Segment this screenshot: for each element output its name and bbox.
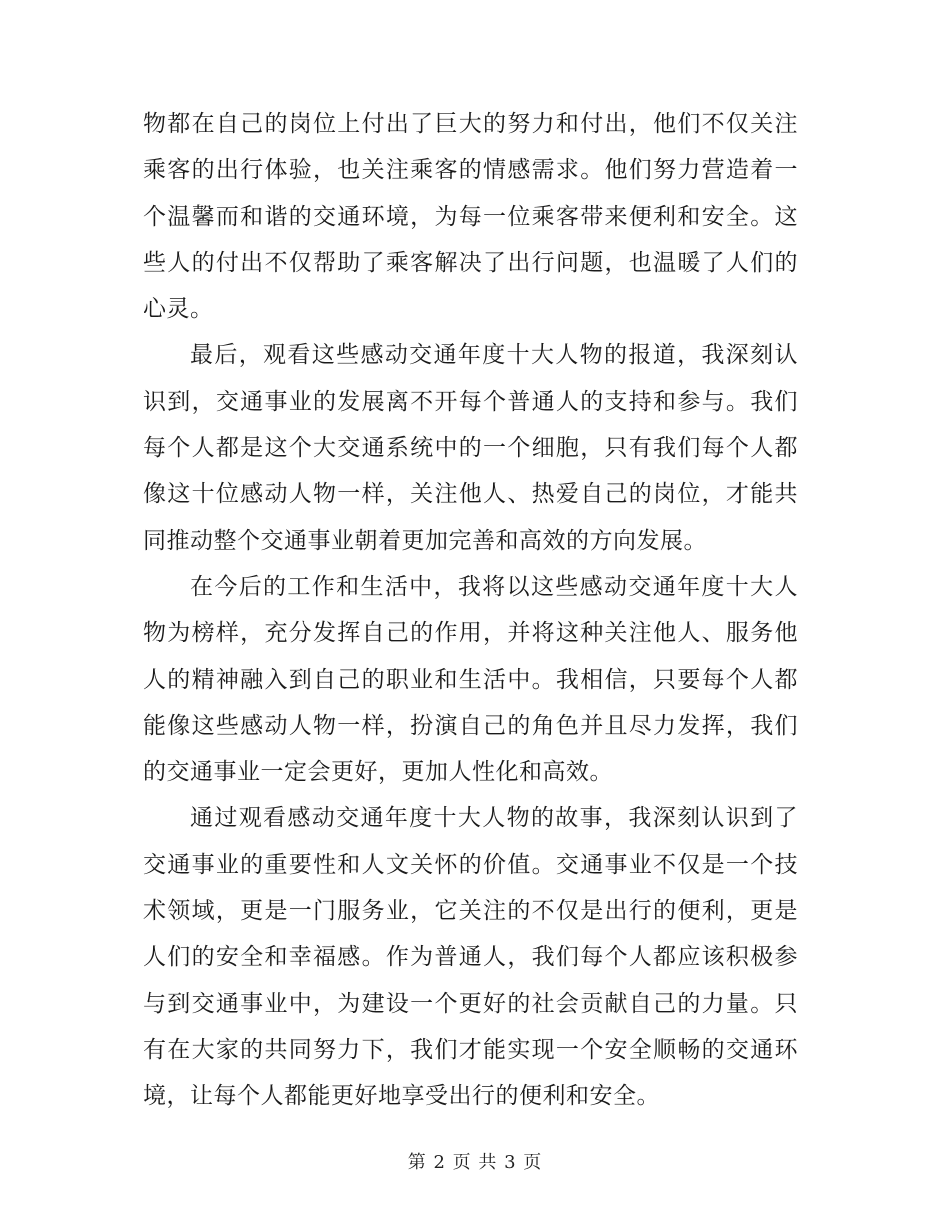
paragraph-conclusion: 最后，观看这些感动交通年度十大人物的报道，我深刻认识到，交通事业的发展离不开每个普通人的支持和参与。我们每个人都是这个大交通系统中的一个细胞，只有我们每个人都像这十位感动人物一样，关注他人、热爱自己的岗位，才能共同推动整个交通事业朝着更加完善和高效的方向发展。 — [143, 342, 798, 554]
paragraph-reflection: 通过观看感动交通年度十大人物的故事，我深刻认识到了交通事业的重要性和人文关怀的价值。交通事业不仅是一个技术领域，更是一门服务业，它关注的不仅是出行的便利，更是人们的安全和幸福感。作为普通人，我们每个人都应该积极参与到交通事业中，为建设一个更好的社会贡献自己的力量。只有在大家的共同努力下，我们才能实现一个安全顺畅的交通环境，让每个人都能更好地享受出行的便利和安全。 — [143, 805, 798, 1110]
paragraph-continuation: 物都在自己的岗位上付出了巨大的努力和付出，他们不仅关注乘客的出行体验，也关注乘客的情感需求。他们努力营造着一个温馨而和谐的交通环境，为每一位乘客带来便利和安全。这些人的付出不仅帮助了乘客解决了出行问题，也温暖了人们的心灵。 — [143, 111, 798, 323]
paragraph-future-plans: 在今后的工作和生活中，我将以这些感动交通年度十大人物为榜样，充分发挥自己的作用，并将这种关注他人、服务他人的精神融入到自己的职业和生活中。我相信，只要每个人都能像这些感动人物一样，扮演自己的角色并且尽力发挥，我们的交通事业一定会更好，更加人性化和高效。 — [143, 573, 798, 786]
page-number-footer: 第 2 页 共 3 页 — [407, 1152, 543, 1173]
document-body — [143, 101, 798, 1120]
